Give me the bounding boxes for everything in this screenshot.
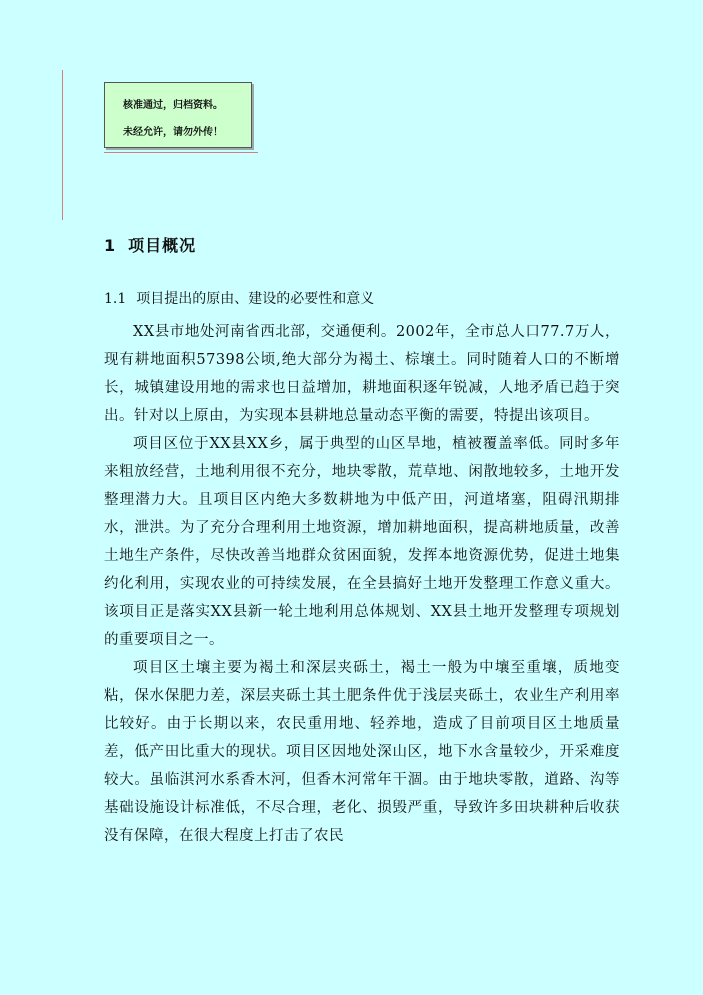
paragraph-soil-conditions: 项目区土壤主要为褐土和深层夹砾土，褐土一般为中壤至重壤，质地变粘，保水保肥力差，深层夹砾土其土肥条件优于浅层夹砾土，农业生产利用率比较好。由于长期以来，农民重用地、轻养地，造成了目前项目区土地质量差，低产田比重大的现状。项目区因地处深山区，地下水含量较少，开采难度较大。虽临淇河水系香木河，但香木河常年干涸。由于地块零散，道路、沟等基础设施设计标准低，不尽合理，老化、损毁严重，导致许多田块耕种后收获没有保障，在很大程度上打击了农民 [104,660,620,844]
paragraph-background: XX县市地处河南省西北部，交通便利。2002年，全市总人口77.7万人， 现有耕地面积57398公顷,绝大部分为褐土、棕壤土。同时随着人口的不断增长，城镇建设用地的需求也日益增加，耕地面积逐年锐减，人地矛盾已趋于突出。针对以上原由，为实现本县耕地总量动态平衡的需要，特提出该项目。 [104,324,620,424]
section-title: 项目概况 [128,236,197,255]
subsection-number: 1.1 [104,291,127,307]
paragraph-project-location: 项目区位于XX县XX乡，属于典型的山区旱地，植被覆盖率低。同时多年来粗放经营，土地利用很不充分，地块零散，荒草地、闲散地较多，土地开发整理潜力大。且项目区内绝大多数耕地为中低产田，河道堵塞，阻碍汛期排水，泄洪。为了充分合理利用土地资源，增加耕地面积，提高耕地质量，改善土地生产条件，尽快改善当地群众贫困面貌，发挥本地资源优势，促进土地集约化利用，实现农业的可持续发展，在全县搞好土地开发整理工作意义重大。该项目正是落实XX县新一轮土地利用总体规划、XX县土地开发整理专项规划的重要项目之一。 [104,436,620,648]
notice-underline [104,152,258,153]
section-heading-1 [104,233,196,256]
notice-line-confidential: 未经允许，请勿外传！ [123,127,223,138]
notice-line-approved: 核准通过，归档资料。 [123,100,223,111]
section-heading-1-1 [104,288,374,308]
approval-notice-box [104,82,252,148]
body-text [104,318,620,850]
section-number: 1 [104,236,117,255]
subsection-title: 项目提出的原由、建设的必要性和意义 [136,291,375,307]
margin-rule [62,70,63,220]
